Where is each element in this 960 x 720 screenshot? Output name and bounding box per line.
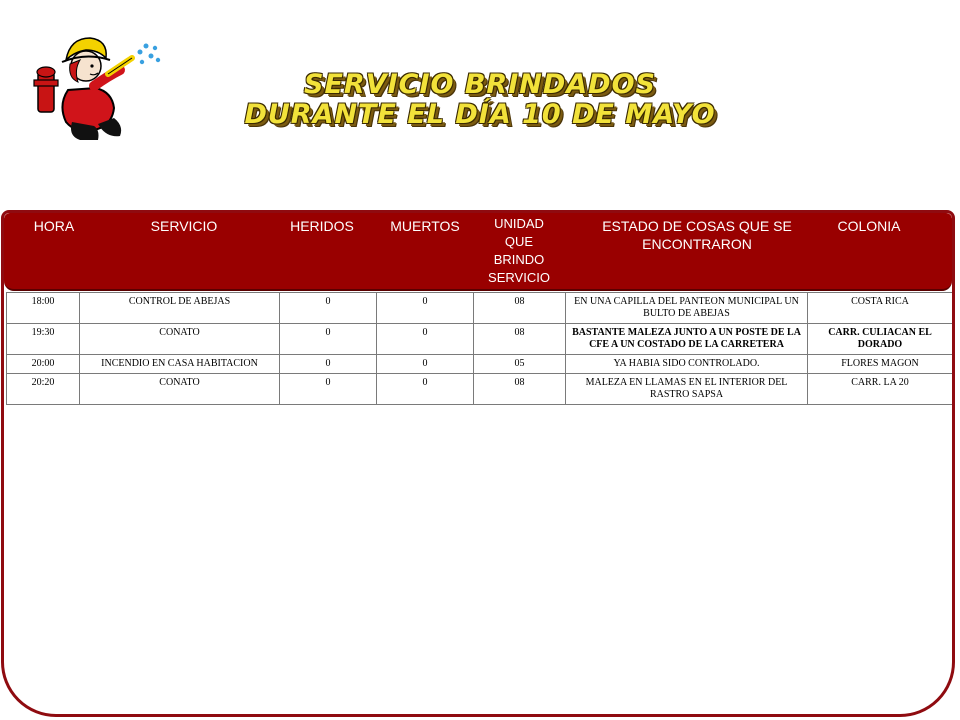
table-row xyxy=(7,293,953,324)
cell-colonia: FLORES MAGON xyxy=(808,355,953,374)
title-line-2: DURANTE EL DÍA 10 DE MAYO xyxy=(244,99,716,130)
page-title xyxy=(180,70,780,130)
col-heridos: HERIDOS xyxy=(290,218,354,234)
table-row xyxy=(7,355,953,374)
cell-heridos: 0 xyxy=(280,324,377,355)
cell-colonia: COSTA RICA xyxy=(808,293,953,324)
col-estado: ESTADO DE COSAS QUE SE ENCONTRARON xyxy=(602,218,792,252)
cell-estado: EN UNA CAPILLA DEL PANTEON MUNICIPAL UN BULTO DE ABEJAS xyxy=(566,293,808,324)
cell-estado: YA HABIA SIDO CONTROLADO. xyxy=(566,355,808,374)
table-row xyxy=(7,324,953,355)
table-row xyxy=(7,374,953,405)
cell-hora: 18:00 xyxy=(7,293,80,324)
cell-servicio: CONATO xyxy=(80,374,280,405)
col-unidad xyxy=(474,215,564,287)
col-unidad-line2: QUE xyxy=(504,234,534,249)
col-unidad-line3: BRINDO xyxy=(493,252,545,267)
col-hora: HORA xyxy=(33,218,75,234)
cell-muertos: 0 xyxy=(377,374,474,405)
cell-hora: 20:00 xyxy=(7,355,80,374)
cell-servicio: INCENDIO EN CASA HABITACION xyxy=(80,355,280,374)
cell-unidad: 05 xyxy=(474,355,566,374)
cell-unidad: 08 xyxy=(474,324,566,355)
cell-muertos: 0 xyxy=(377,293,474,324)
cell-heridos: 0 xyxy=(280,293,377,324)
report-frame xyxy=(1,210,955,717)
col-unidad-line1: UNIDAD xyxy=(494,216,544,231)
services-table xyxy=(6,292,953,405)
cell-hora: 20:20 xyxy=(7,374,80,405)
cell-unidad: 08 xyxy=(474,374,566,405)
cell-heridos: 0 xyxy=(280,355,377,374)
table-header xyxy=(4,213,952,291)
cell-estado: MALEZA EN LLAMAS EN EL INTERIOR DEL RASTRO SAPSA xyxy=(566,374,808,405)
cell-hora: 19:30 xyxy=(7,324,80,355)
title-line-1: SERVICIO BRINDADOS xyxy=(304,69,656,100)
cell-muertos: 0 xyxy=(377,324,474,355)
col-colonia: COLONIA xyxy=(837,218,901,234)
col-muertos: MUERTOS xyxy=(390,218,460,234)
col-servicio: SERVICIO xyxy=(150,218,218,234)
firefighter-mascot-icon xyxy=(28,30,168,145)
cell-colonia: CARR. LA 20 xyxy=(808,374,953,405)
cell-heridos: 0 xyxy=(280,374,377,405)
cell-estado: BASTANTE MALEZA JUNTO A UN POSTE DE LA CFE A UN COSTADO DE LA CARRETERA xyxy=(566,324,808,355)
cell-muertos: 0 xyxy=(377,355,474,374)
col-unidad-line4: SERVICIO xyxy=(488,270,550,285)
cell-unidad: 08 xyxy=(474,293,566,324)
cell-servicio: CONATO xyxy=(80,324,280,355)
cell-servicio: CONTROL DE ABEJAS xyxy=(80,293,280,324)
cell-colonia: CARR. CULIACAN EL DORADO xyxy=(808,324,953,355)
